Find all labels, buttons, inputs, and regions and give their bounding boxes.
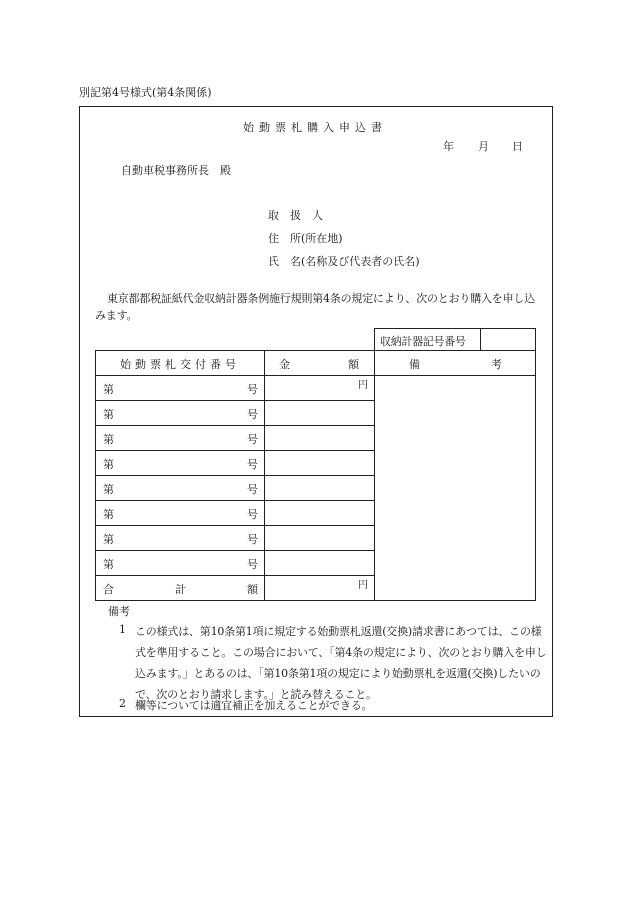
addressee: 自動車税事務所長 殿 (121, 164, 231, 177)
note-text: 欄等については適宜補正を加えることができる。 (135, 699, 373, 712)
header-ticket-number: 始動票札交付番号 (120, 358, 240, 371)
header-remarks-b: 考 (491, 358, 502, 371)
date-day[interactable]: 日 (512, 140, 523, 153)
note-number: 2 (119, 697, 126, 710)
row-suffix: 号 (247, 383, 258, 396)
row-suffix: 号 (247, 458, 258, 471)
row-prefix: 第 (103, 508, 114, 521)
row-prefix: 第 (103, 533, 114, 546)
row-prefix: 第 (103, 408, 114, 421)
row-suffix: 号 (247, 508, 258, 521)
row-suffix: 号 (247, 483, 258, 496)
applicant-name-label: 氏 名(名称及び代表者の氏名) (268, 255, 420, 268)
row-prefix: 第 (103, 433, 114, 446)
notes-heading: 備考 (108, 605, 130, 618)
row-suffix: 号 (247, 408, 258, 421)
request-statement: 東京都都税証紙代金収納計器条例施行規則第4条の規定により、次のとおり購入を申し込みます。 (95, 292, 535, 322)
form-reference: 別記第4号様式(第4条関係) (79, 86, 212, 99)
total-label-b: 計 (175, 583, 186, 596)
total-unit: 円 (358, 580, 368, 591)
device-number-label: 収納計器記号番号 (380, 335, 466, 348)
note-number: 1 (119, 623, 126, 636)
date-year[interactable]: 年 (443, 140, 454, 153)
note-text: この様式は、第10条第1項に規定する始動票札返還(交換)請求書にあつては、この様式を準用すること。この場合において、「第4条の規定により、次のとおり購入を申し込みます。」とあるのは、「第10条第1項の規定により始動票札を返還(交換)したいので、次のとおり請求します。」と読み替えること。 (135, 625, 547, 701)
row-prefix: 第 (103, 558, 114, 571)
row-prefix: 第 (103, 483, 114, 496)
row-prefix: 第 (103, 458, 114, 471)
header-remarks-a: 備 (409, 358, 420, 371)
total-label-a: 合 (103, 583, 114, 596)
applicant-address-label: 住 所(所在地) (268, 232, 343, 245)
row-prefix: 第 (103, 383, 114, 396)
device-number-field[interactable] (482, 330, 534, 349)
row-suffix: 号 (247, 533, 258, 546)
total-label-c: 額 (247, 583, 258, 596)
header-amount-b: 額 (348, 358, 359, 371)
row-unit: 円 (358, 380, 368, 391)
header-amount-a: 金 (279, 358, 290, 371)
row-suffix: 号 (247, 558, 258, 571)
form-title: 始動票札購入申込書 (243, 121, 387, 134)
date-month[interactable]: 月 (478, 140, 489, 153)
applicant-handler-label: 取 扱 人 (268, 209, 323, 222)
row-suffix: 号 (247, 433, 258, 446)
